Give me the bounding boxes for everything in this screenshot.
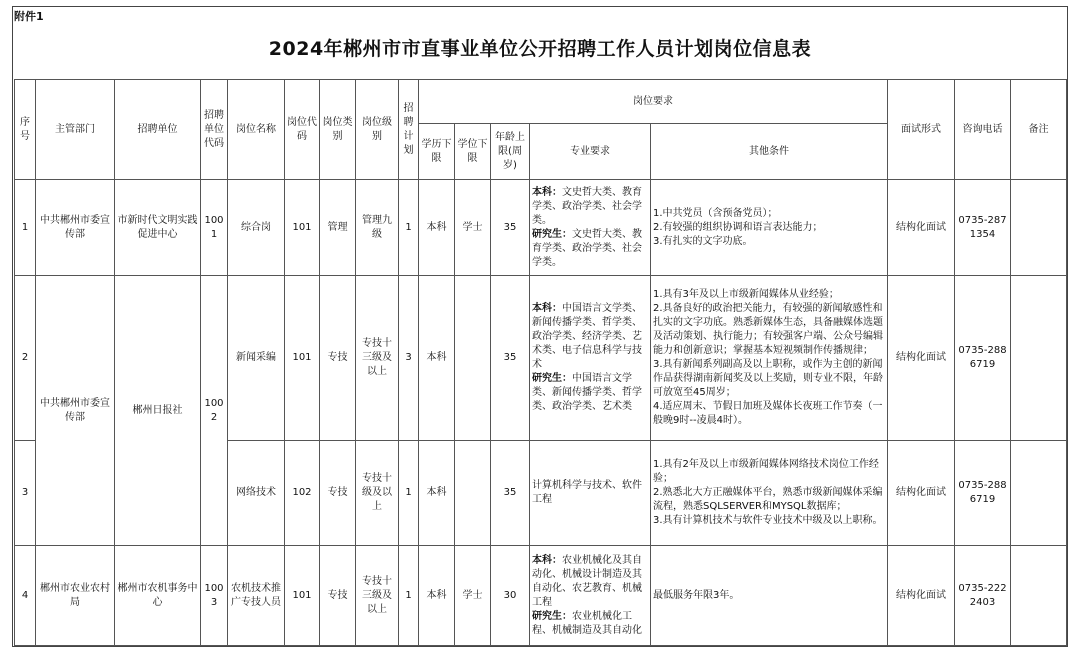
major-grad-label: 研究生： (532, 373, 572, 384)
cell-plan: 1 (399, 546, 419, 646)
major-bachelor-label: 本科： (532, 186, 562, 198)
cell-interview: 结构化面试 (888, 441, 955, 546)
cell-post-code: 101 (285, 546, 320, 646)
major-bachelor-label: 本科： (532, 554, 562, 566)
table-row (15, 276, 1067, 441)
cell-plan: 3 (399, 276, 419, 441)
recruitment-table (14, 79, 1067, 646)
cell-unit-code: 1003 (201, 546, 228, 646)
header-interview: 面试形式 (888, 80, 955, 180)
cell-unit: 郴州日报社 (115, 276, 201, 546)
other-line: 2.有较强的组织协调和语言表达能力； (653, 221, 823, 233)
cell-edu: 本科 (419, 180, 455, 276)
other-line: 1.具有2年及以上市级新闻媒体网络技术岗位工作经验； (653, 459, 879, 484)
cell-plan: 1 (399, 180, 419, 276)
cell-age: 30 (491, 546, 530, 646)
major-grad: 文史哲大类、教育学类、政治学类、社会学类。 (532, 228, 642, 268)
major-bachelor: 中国语言文学类、新闻传播学类、哲学类、政治学类、经济学类、艺术类、电子信息科学与技术 (532, 303, 642, 370)
cell-seq: 3 (15, 441, 36, 546)
other-line: 3.有扎实的文字功底。 (653, 235, 753, 247)
header-edu: 学历下限 (419, 124, 455, 180)
other-line: 2.具备良好的政治把关能力，有较强的新闻敏感性和扎实的文字功底。熟悉新媒体生态，具备融媒体选题及活动策划、执行能力；有较强客户端、公众号编辑能力和创新意识；掌握基本短视频制作传播规律； (653, 303, 883, 356)
cell-seq: 2 (15, 276, 36, 441)
cell-unit-code: 1001 (201, 180, 228, 276)
cell-phone: 0735-2886719 (955, 276, 1011, 441)
cell-unit: 郴州市农机事务中心 (115, 546, 201, 646)
cell-remark (1011, 546, 1067, 646)
header-requirements: 岗位要求 (419, 80, 888, 124)
header-post-level: 岗位级别 (356, 80, 399, 180)
cell-interview: 结构化面试 (888, 276, 955, 441)
cell-post-code: 101 (285, 180, 320, 276)
cell-post-level: 专技十级及以上 (356, 441, 399, 546)
cell-remark (1011, 180, 1067, 276)
header-other: 其他条件 (651, 124, 888, 180)
other-line: 1.具有3年及以上市级新闻媒体从业经验； (653, 289, 839, 300)
header-age: 年龄上限(周岁) (491, 124, 530, 180)
cell-other (651, 276, 888, 441)
header-post-name: 岗位名称 (228, 80, 285, 180)
cell-post-code: 102 (285, 441, 320, 546)
cell-interview: 结构化面试 (888, 180, 955, 276)
cell-post-level: 管理九级 (356, 180, 399, 276)
cell-post-name: 新闻采编 (228, 276, 285, 441)
header-dept: 主管部门 (36, 80, 115, 180)
cell-phone: 0735-2222403 (955, 546, 1011, 646)
header-post-code: 岗位代码 (285, 80, 320, 180)
cell-other (651, 546, 888, 646)
cell-degree (455, 276, 491, 441)
cell-age: 35 (491, 441, 530, 546)
cell-major: 计算机科学与技术、软件工程 (530, 441, 651, 546)
cell-post-level: 专技十三级及以上 (356, 276, 399, 441)
cell-seq: 4 (15, 546, 36, 646)
cell-post-type: 专技 (320, 441, 356, 546)
cell-degree: 学士 (455, 180, 491, 276)
header-major: 专业要求 (530, 124, 651, 180)
other-line: 2.熟悉北大方正融媒体平台，熟悉市级新闻媒体采编流程，熟悉SQLSERVER和MYSQL数据库； (653, 487, 883, 512)
other-line: 1.中共党员（含预备党员）； (653, 207, 778, 219)
cell-unit-code: 1002 (201, 276, 228, 546)
cell-major (530, 546, 651, 646)
cell-post-type: 专技 (320, 276, 356, 441)
major-grad: 农业机械化工程、机械制造及其自动化 (532, 610, 642, 636)
cell-dept: 中共郴州市委宣传部 (36, 276, 115, 546)
cell-post-name: 综合岗 (228, 180, 285, 276)
cell-edu: 本科 (419, 276, 455, 441)
cell-major (530, 276, 651, 441)
major-grad: 中国语言文学类、新闻传播学类、哲学类、政治学类、艺术类 (532, 373, 642, 412)
major-bachelor: 文史哲大类、教育学类、政治学类、社会学类。 (532, 186, 642, 226)
cell-seq: 1 (15, 180, 36, 276)
cell-dept: 郴州市农业农村局 (36, 546, 115, 646)
cell-dept: 中共郴州市委宣传部 (36, 180, 115, 276)
cell-plan: 1 (399, 441, 419, 546)
cell-remark (1011, 276, 1067, 441)
cell-phone: 0735-2886719 (955, 441, 1011, 546)
header-plan: 招聘计划 (399, 80, 419, 180)
major-bachelor: 农业机械化及其自动化、机械设计制造及其自动化、农艺教育、机械工程 (532, 554, 642, 608)
cell-other (651, 180, 888, 276)
header-post-type: 岗位类别 (320, 80, 356, 180)
page-title: 2024年郴州市市直事业单位公开招聘工作人员计划岗位信息表 (268, 38, 812, 60)
major-grad-label: 研究生： (532, 228, 572, 240)
cell-phone: 0735-2871354 (955, 180, 1011, 276)
other-line: 最低服务年限3年。 (653, 589, 740, 601)
cell-post-type: 管理 (320, 180, 356, 276)
cell-age: 35 (491, 180, 530, 276)
other-line: 4.适应周末、节假日加班及媒体长夜班工作节奏（一般晚9时--凌晨4时）。 (653, 401, 883, 426)
cell-remark (1011, 441, 1067, 546)
header-seq: 序号 (15, 80, 36, 180)
header-unit: 招聘单位 (115, 80, 201, 180)
cell-post-level: 专技十三级及以上 (356, 546, 399, 646)
cell-interview: 结构化面试 (888, 546, 955, 646)
cell-degree (455, 441, 491, 546)
other-line: 3.具有计算机技术与软件专业技术中级及以上职称。 (653, 515, 883, 526)
cell-post-name: 农机技术推广专技人员 (228, 546, 285, 646)
major-bachelor-label: 本科： (532, 303, 562, 314)
cell-edu: 本科 (419, 546, 455, 646)
attachment-label: 附件1 (14, 10, 44, 23)
cell-other (651, 441, 888, 546)
major-grad-label: 研究生： (532, 610, 572, 622)
header-degree: 学位下限 (455, 124, 491, 180)
cell-post-name: 网络技术 (228, 441, 285, 546)
header-phone: 咨询电话 (955, 80, 1011, 180)
cell-post-code: 101 (285, 276, 320, 441)
other-line: 3.具有新闻系列副高及以上职称，或作为主创的新闻作品获得湖南新闻奖及以上奖励，则专业不限，年龄可放宽至45周岁； (653, 359, 883, 398)
header-remark: 备注 (1011, 80, 1067, 180)
cell-edu: 本科 (419, 441, 455, 546)
cell-major (530, 180, 651, 276)
cell-post-type: 专技 (320, 546, 356, 646)
table-row (15, 180, 1067, 276)
cell-unit: 市新时代文明实践促进中心 (115, 180, 201, 276)
cell-age: 35 (491, 276, 530, 441)
table-row (15, 546, 1067, 646)
header-unit-code: 招聘单位代码 (201, 80, 228, 180)
cell-degree: 学士 (455, 546, 491, 646)
